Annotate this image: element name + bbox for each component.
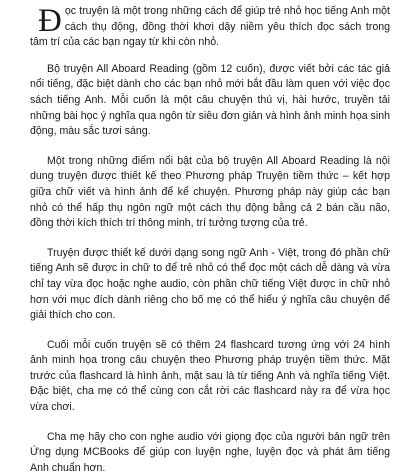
paragraph-audio: Cha mẹ hãy cho con nghe audio với giọng đọc của người bản ngữ trên Ứng dụng MCBooks để giúp con luyện nghe, luyện đọc và phát âm tiếng Anh chuẩn hơn.	[30, 430, 390, 474]
paragraph-intro	[30, 4, 390, 51]
paragraph-flashcards: Cuối mỗi cuốn truyện sẽ có thêm 24 flashcard tương ứng với 24 hình ảnh minh họa trong câu chuyện theo Phương pháp truyện tiềm thức. Mặt trước của flashcard là hình ảnh, mặt sau là từ tiếng Anh và nghĩa tiếng Việt. Đặc biệt, cha mẹ có thể cùng con cắt rời các flashcard này ra để vừa học vừa chơi.	[30, 338, 390, 414]
paragraph-intro-text: ọc truyện là một trong những cách để giúp trẻ nhỏ học tiếng Anh một cách thụ động, đồng thời khơi dậy niềm yêu thích đọc sách trong tâm trí của các bạn ngay từ khi còn nhỏ.	[30, 5, 390, 49]
paragraph-method: Một trong những điểm nổi bật của bộ truyện All Aboard Reading là nội dung truyện được thiết kế theo Phương pháp Truyện tiềm thức – kết hợp giữa chữ viết và hình ảnh để kể chuyện. Phương pháp này giúp các bạn nhỏ có thể hấp thụ ngôn ngữ một cách thụ động bằng cả 2 bán cầu não, đồng thời kích thích trí thông minh, trí tưởng tượng của trẻ.	[30, 154, 390, 230]
paragraph-bilingual: Truyện được thiết kế dưới dạng song ngữ Anh - Việt, trong đó phần chữ tiếng Anh sẽ được in chữ to để trẻ nhỏ có thể đọc một cách dễ dàng và vừa chỉ tay vừa đọc hoặc nghe audio, còn phần chữ tiếng Việt được in chữ nhỏ hơn với mục đích dành riêng cho bố mẹ có thể hiểu ý nghĩa câu chuyện để giải thích cho con.	[30, 246, 390, 322]
drop-cap: Đ	[38, 3, 62, 39]
paragraph-series-description: Bộ truyện All Aboard Reading (gồm 12 cuốn), được viết bởi các tác giả nổi tiếng, đặc biệt dành cho các bạn nhỏ mới bắt đầu làm quen với việc đọc sách tiếng Anh. Mỗi cuốn là một câu chuyện thú vị, hài hước, truyền tải những bài học ý nghĩa qua ngôn từ siêu đơn giản và hình ảnh minh họa sinh động, màu sắc tươi sáng.	[30, 62, 390, 138]
